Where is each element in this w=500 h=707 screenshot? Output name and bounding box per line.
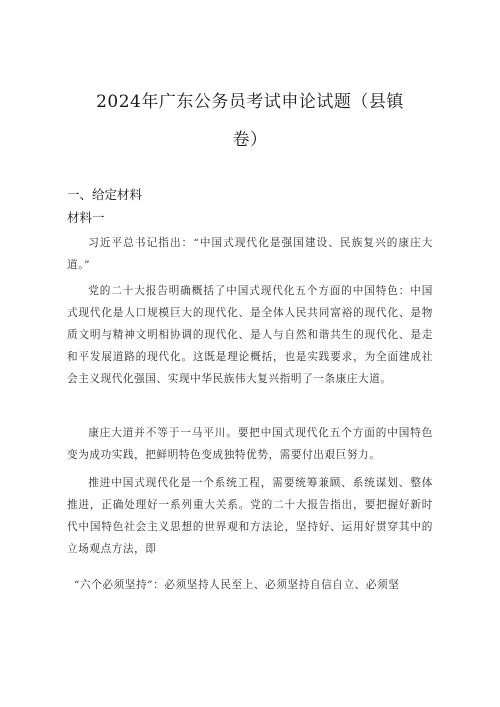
paragraph-1: 习近平总书记指出：“中国式现代化是强国建设、民族复兴的康庄大道。” — [67, 237, 433, 271]
document-title-line-1: 2024年广东公务员考试申论试题（县镇 — [96, 92, 404, 112]
material-heading: 材料一 — [67, 210, 105, 225]
paragraph-2: 党的二十大报告明确概括了中国式现代化五个方面的中国特色：中国式现代化是人口规模巨大的现代化、是全体人民共同富裕的现代化、是物质文明与精神文明相协调的现代化、是人与自然和谐共生的现代化、是走和平发展道路的现代化。这既是理论概括，也是实践要求，为全面建成社会主义现代化强国、实现中华民族伟大复兴指明了一条康庄大道。 — [67, 285, 433, 385]
paragraph-4: 推进中国式现代化是一个系统工程，需要统筹兼顾、系统谋划、整体推进，正确处理好一系列重大关系。党的二十大报告指出，要把握好新时代中国特色社会主义思想的世界观和方法论，坚持好、运用好贯穿其中的立场观点方法，即 — [67, 477, 433, 555]
document-title-line-2: 卷） — [232, 130, 268, 150]
paragraph-3: 康庄大道并不等于一马平川。要把中国式现代化五个方面的中国特色变为成功实践，把鲜明特色变成独特优势，需要付出艰巨努力。 — [67, 427, 433, 461]
section-heading: 一、给定材料 — [67, 187, 143, 202]
paragraph-5: “六个必须坚持”：必须坚持人民至上、必须坚持自信自立、必须坚 — [74, 579, 400, 591]
